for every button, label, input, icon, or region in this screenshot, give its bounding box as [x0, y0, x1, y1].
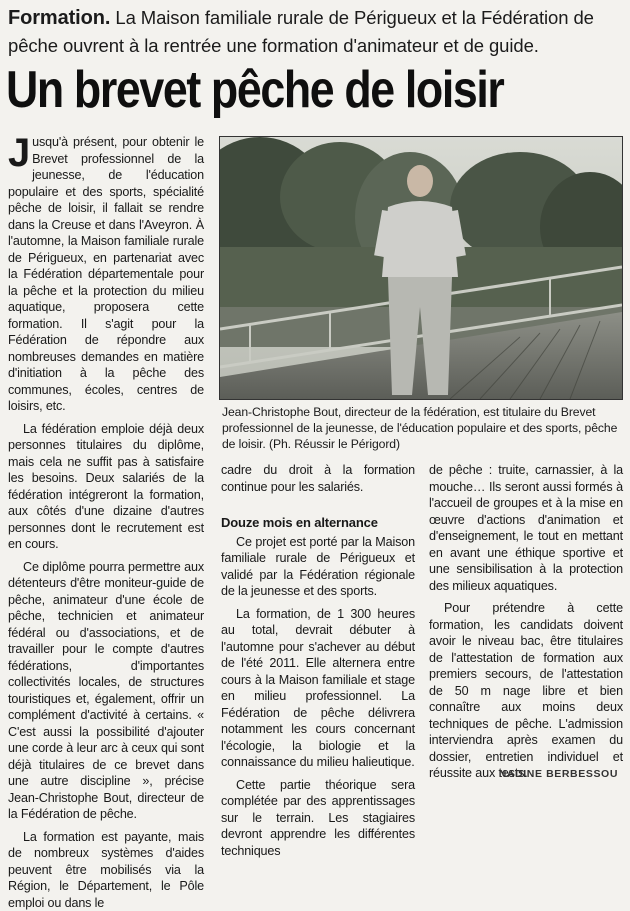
headline: Un brevet pêche de loisir: [6, 62, 537, 118]
drop-cap: J: [8, 136, 32, 170]
kicker-tag: Formation.: [8, 7, 110, 29]
byline: NADINE BERBESSOU: [499, 768, 618, 780]
kicker-text: La Maison familiale rurale de Périgueux et la Fédération de pêche ouvrent à la rentrée une formation d'animateur et de guide.: [8, 7, 594, 56]
subheading: Douze mois en alternance: [221, 515, 415, 532]
column-1: [8, 134, 204, 911]
paragraph: Ce projet est porté par la Maison familiale rurale de Périgueux et validé par la Fédération régionale de la jeunesse et des sports.: [221, 534, 415, 600]
paragraph: Pour prétendre à cette formation, les candidats doivent avoir le niveau bac, être titulaires de l'attestation de formation aux premiers secours, de l'attestation de 50 m nage libre et bien connaître aux moins deux techniques de pêche. L'admission interviendra après examen du dossier, entretien individuel et réussite aux tests.: [429, 600, 623, 782]
column-2: [221, 462, 415, 859]
paragraph: de pêche : truite, carnassier, à la mouche… Ils seront aussi formés à l'accueil de groupes et à la mise en œuvre d'actions d'animation et d'enseignement, le tout en mettant en avant une éthique sportive et une sensibilisation à la protection des milieux aquatiques.: [429, 462, 623, 594]
column-3: [429, 462, 623, 782]
paragraph: Jusqu'à présent, pour obtenir le Brevet professionnel de la jeunesse, de l'éducation populaire et des sports, spécialité pêche de loisir, il fallait se rendre dans la Creuse et dans l'Aveyron. À l'automne, la Maison familiale rurale de Périgueux, en partenariat avec la Fédération départementale pour la pêche et la protection du milieu aquatique, proposera cette formation. Il s'agit pour la Fédération de répondre aux nombreuses demandes en matière d'initiation à la pêche des communes, écoles, centres de loisirs, etc.: [8, 134, 204, 415]
paragraph: cadre du droit à la formation continue pour les salariés.: [221, 462, 415, 495]
paragraph: Cette partie théorique sera complétée par des apprentissages sur le terrain. Les stagiaires devront apprendre les différentes techniques: [221, 777, 415, 860]
paragraph: La fédération emploie déjà deux personnes titulaires du diplôme, mais cela ne suffit pas à satisfaire les besoins. Deux salariés de la fédération intégreront la formation, aux côtés d'une dizaine d'autres personnes dont le recrutement est en cours.: [8, 421, 204, 553]
photo-caption: Jean-Christophe Bout, directeur de la fédération, est titulaire du Brevet professionnel de la jeunesse, de l'éducation populaire et des sports, pêche de loisir. (Ph. Réussir le Périgord): [222, 404, 622, 452]
photo-illustration: [220, 137, 622, 399]
article-photo: [219, 136, 623, 400]
kicker: [8, 4, 624, 60]
paragraph: La formation, de 1 300 heures au total, devrait débuter à l'automne pour s'achever au début de l'été 2011. Elle alternera entre cours à la Maison familiale et stage en milieu professionnel. La Fédération de pêche délivrera notamment les cours concernant l'écologie, la biologie et la connaissance du milieu halieutique.: [221, 606, 415, 771]
paragraph: Ce diplôme pourra permettre aux détenteurs d'être moniteur-guide de pêche, animateur d'une école de pêche, technicien et animateur fédéral ou d'associations, et de travailler pour le compte d'autres fédérations, d'importantes collectivités locales, de structures touristiques et, également, offrir un complément d'activité à certains. « C'est aussi la possibilité d'ajouter une corde à leur arc à ceux qui sont déjà titulaires de ce brevet dans une autre discipline », précise Jean-Christophe Bout, directeur de la Fédération de pêche.: [8, 559, 204, 823]
paragraph: La formation est payante, mais de nombreux systèmes d'aides peuvent être mobilisés via la Région, le Département, le Pôle emploi ou dans le: [8, 829, 204, 911]
